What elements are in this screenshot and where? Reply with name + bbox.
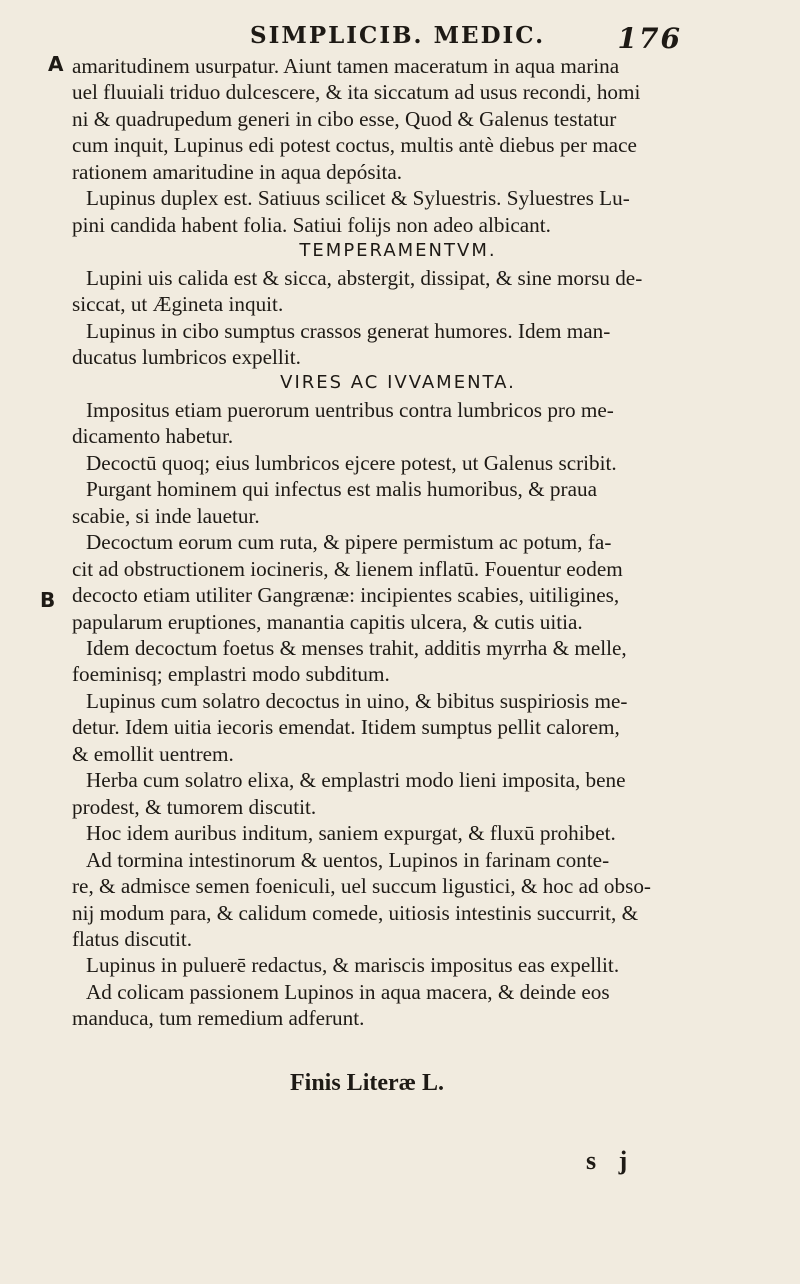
running-title: SIMPLICIB. MEDIC.: [250, 22, 546, 49]
text-line: Decoctum eorum cum ruta, & pipere permistum ac potum, fa-: [86, 530, 612, 555]
page-header: [250, 22, 682, 56]
text-line: re, & admisce semen foeniculi, uel succum ligustici, & hoc ad obso-: [72, 874, 651, 899]
margin-letter-b: B: [40, 588, 56, 612]
text-line: cum inquit, Lupinus edi potest coctus, multis antè diebus per mace: [72, 133, 637, 158]
text-line: dicamento habetur.: [72, 424, 234, 449]
text-line: papularum eruptiones, manantia capitis ulcera, & cutis uitia.: [72, 609, 583, 634]
text-line: flatus discutit.: [72, 926, 193, 951]
section-heading-vires: VIRES AC IVVAMENTA.: [280, 372, 516, 394]
page-number: 176: [617, 22, 682, 55]
section-heading-temperamentum: TEMPERAMENTVM.: [299, 240, 497, 262]
text-line: Lupinus duplex est. Satiuus scilicet & Syluestris. Syluestres Lu-: [86, 186, 630, 211]
text-line: decocto etiam utiliter Gangrænæ: incipientes scabies, uitiligines,: [72, 583, 620, 608]
text-line: Lupinus cum solatro decoctus in uino, & bibitus suspiriosis me-: [86, 688, 628, 713]
text-line: Ad colicam passionem Lupinos in aqua macera, & deinde eos: [86, 979, 610, 1004]
text-line: ducatus lumbricos expellit.: [72, 344, 301, 369]
text-line: scabie, si inde lauetur.: [72, 503, 260, 528]
finis-line: Finis Literæ L.: [290, 1070, 444, 1096]
text-line: foeminisq; emplastri modo subditum.: [72, 662, 390, 687]
text-line: siccat, ut Ægineta inquit.: [72, 292, 284, 317]
text-line: manduca, tum remedium adferunt.: [72, 1006, 365, 1031]
margin-letter-a: A: [48, 52, 64, 76]
text-line: nij modum para, & calidum comede, uitiosis intestinis succurrit, &: [72, 900, 639, 925]
text-line: prodest, & tumorem discutit.: [72, 794, 317, 819]
text-line: Herba cum solatro elixa, & emplastri modo lieni imposita, bene: [86, 768, 626, 793]
text-line: rationem amaritudine in aqua depósita.: [72, 159, 403, 184]
text-line: Lupinus in puluerē redactus, & mariscis impositus eas expellit.: [86, 953, 620, 978]
text-line: detur. Idem uitia iecoris emendat. Itidem sumptus pellit calorem,: [72, 715, 620, 740]
text-line: Lupinus in cibo sumptus crassos generat humores. Idem man-: [86, 318, 611, 343]
text-line: Lupini uis calida est & sicca, abstergit, dissipat, & sine morsu de-: [86, 265, 643, 290]
text-line: Purgant hominem qui infectus est malis humoribus, & praua: [86, 477, 597, 502]
text-line: Decoctū quoq; eius lumbricos ejcere potest, ut Galenus scribit.: [86, 450, 617, 475]
text-line: Ad tormina intestinorum & uentos, Lupinos in farinam conte-: [86, 847, 610, 872]
text-line: Hoc idem auribus inditum, saniem expurgat, & fluxū prohibet.: [86, 821, 616, 846]
catchword: s j: [586, 1146, 636, 1175]
text-line: Idem decoctum foetus & menses trahit, additis myrrha & melle,: [86, 635, 627, 660]
text-line: uel fluuiali triduo dulcescere, & ita siccatum ad usus recondi, homi: [72, 80, 641, 105]
text-line: Impositus etiam puerorum uentribus contra lumbricos pro me-: [86, 397, 614, 422]
text-line: & emollit uentrem.: [72, 741, 234, 766]
text-line: pini candida habent folia. Satiui folijs non adeo albicant.: [72, 212, 551, 237]
text-line: ni & quadrupedum generi in cibo esse, Quod & Galenus testatur: [72, 106, 617, 131]
text-line: amaritudinem usurpatur. Aiunt tamen maceratum in aqua marina: [72, 54, 620, 78]
text-line: cit ad obstructionem iocineris, & lienem inflatū. Fouentur eodem: [72, 556, 623, 581]
body-text: [72, 53, 684, 1032]
